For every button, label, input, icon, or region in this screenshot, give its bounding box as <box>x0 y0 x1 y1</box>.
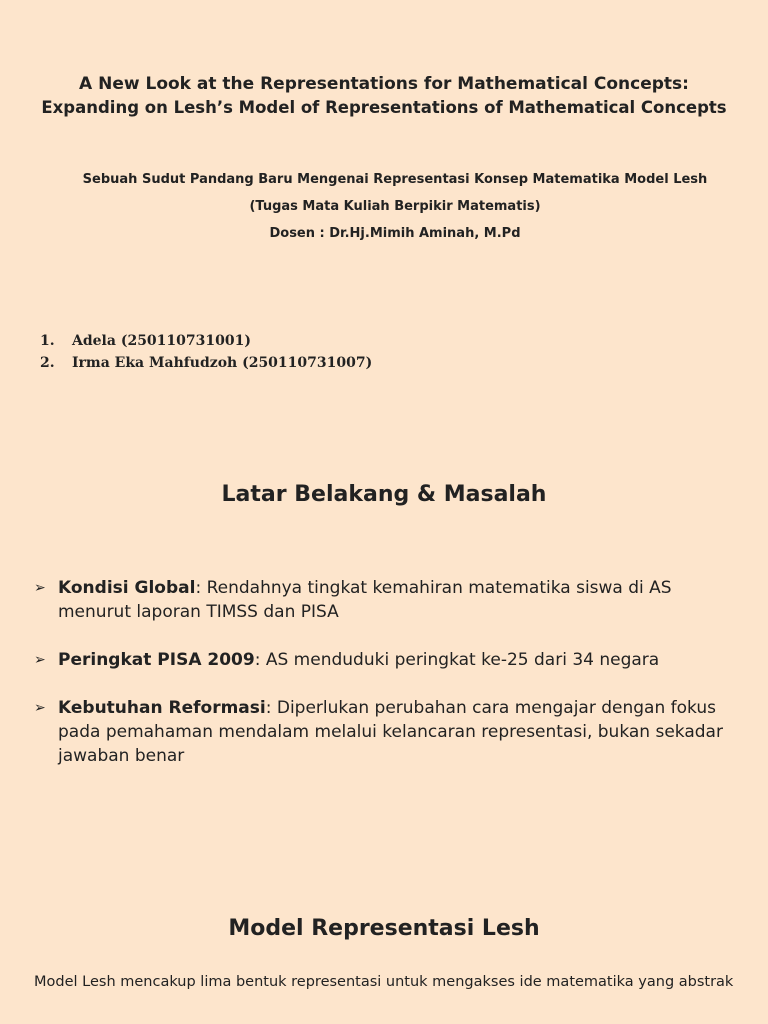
model-description: Model Lesh mencakup lima bentuk representasi untuk mengakses ide matematika yang abstrak <box>34 974 734 990</box>
title-line-2: Expanding on Lesh’s Model of Representations of Mathematical Concepts <box>41 98 727 117</box>
author-list <box>40 330 372 374</box>
arrowhead-bullet-icon: ➢ <box>34 700 46 716</box>
bullet-item <box>34 648 734 672</box>
bullet-body: : Rendahnya tingkat kemahiran matematika siswa di AS menurut laporan TIMSS dan PISA <box>58 578 672 622</box>
author-item <box>40 352 372 374</box>
arrowhead-bullet-icon: ➢ <box>34 652 46 668</box>
subtitle-line-1: Sebuah Sudut Pandang Baru Mengenai Representasi Konsep Matematika Model Lesh <box>82 172 708 187</box>
author-number: 2. <box>40 355 55 371</box>
bullet-text <box>58 576 734 624</box>
section-heading-background: Latar Belakang & Masalah <box>221 482 547 507</box>
section-heading-model: Model Representasi Lesh <box>228 916 540 941</box>
title-line-1: A New Look at the Representations for Mathematical Concepts: <box>79 74 689 94</box>
author-number: 1. <box>40 333 55 349</box>
author-name: Irma Eka Mahfudzoh (250110731007) <box>72 355 373 371</box>
bullet-label: Kondisi Global <box>58 578 196 598</box>
bullet-body: : Diperlukan perubahan cara mengajar dengan fokus pada pemahaman mendalam melalui kelancaran representasi, bukan sekadar jawaban benar <box>58 698 723 766</box>
bullet-text <box>58 648 734 672</box>
arrowhead-bullet-icon: ➢ <box>34 580 46 596</box>
document-title <box>40 72 728 120</box>
author-name: Adela (250110731001) <box>72 333 251 349</box>
author-item <box>40 330 372 352</box>
bullet-item <box>34 696 734 768</box>
background-bullet-list <box>34 576 734 792</box>
bullet-text <box>58 696 734 768</box>
subtitle-line-2: (Tugas Mata Kuliah Berpikir Matematis) <box>249 199 541 214</box>
bullet-item <box>34 576 734 624</box>
bullet-body: : AS menduduki peringkat ke-25 dari 34 negara <box>254 650 660 670</box>
bullet-label: Kebutuhan Reformasi <box>58 698 266 718</box>
document-subtitle <box>40 166 750 247</box>
bullet-label: Peringkat PISA 2009 <box>58 650 255 670</box>
subtitle-line-3: Dosen : Dr.Hj.Mimih Aminah, M.Pd <box>269 226 521 241</box>
